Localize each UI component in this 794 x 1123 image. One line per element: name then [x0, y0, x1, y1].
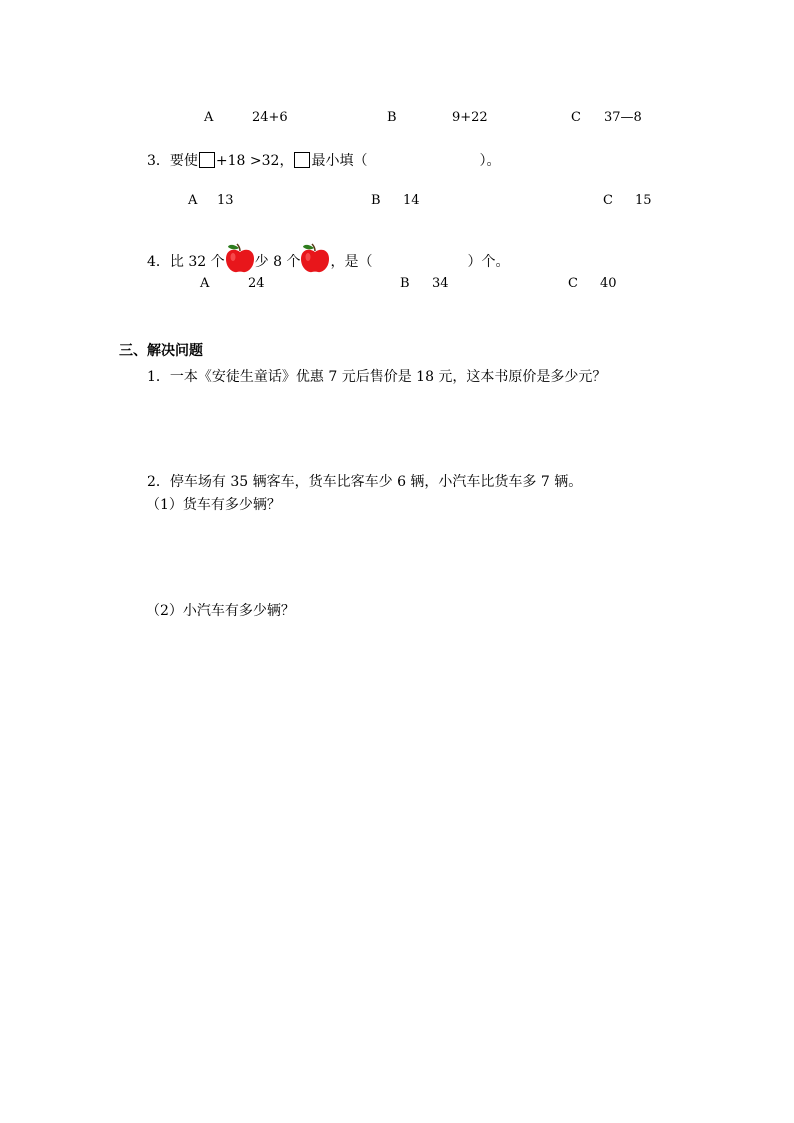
q3-number: 3． — [147, 153, 170, 169]
problem-1: 1．一本《安徒生童话》优惠 7 元后售价是 18 元，这本书原价是多少元？ — [147, 369, 607, 385]
q3-text-part3: 最小填（ — [311, 153, 368, 169]
q4-option-a-label: A — [200, 276, 210, 291]
q4-option-b-value: 34 — [432, 276, 449, 291]
answer-box-icon — [294, 152, 310, 168]
answer-box-icon — [199, 152, 215, 168]
q2-option-a-label: A — [204, 110, 214, 125]
q2-option-c-label: C — [571, 110, 581, 125]
q3-text-part1: 要使 — [169, 153, 198, 169]
problem-2-sub-2: （2）小汽车有多少辆？ — [146, 603, 295, 619]
q3-option-c-label: C — [603, 193, 613, 208]
problem-2: 2．停车场有 35 辆客车，货车比客车少 6 辆，小汽车比货车多 7 辆。 — [147, 474, 583, 490]
q4-option-a-value: 24 — [248, 276, 265, 291]
q4-text-part3: ，是（ — [330, 254, 373, 270]
question-3 — [147, 152, 500, 169]
q4-option-b-label: B — [400, 276, 410, 291]
q2-option-c-value: 37—8 — [604, 110, 642, 125]
q3-option-b-value: 14 — [403, 193, 420, 208]
q2-option-b-value: 9+22 — [452, 110, 488, 125]
q2-option-a-value: 24+6 — [252, 110, 288, 125]
question-4 — [147, 242, 509, 274]
q4-text-part1: 比 32 个 — [169, 254, 225, 270]
q4-option-c-label: C — [568, 276, 578, 291]
problem-2-sub-1: （1）货车有多少辆？ — [146, 497, 281, 513]
q4-text-part2: 少 8 个 — [254, 254, 301, 270]
q4-option-c-value: 40 — [600, 276, 617, 291]
q2-option-b-label: B — [387, 110, 397, 125]
q4-number: 4． — [147, 254, 170, 270]
q4-text-part4: ）个。 — [467, 254, 510, 270]
q3-option-c-value: 15 — [635, 193, 652, 208]
section-heading: 三、解决问题 — [119, 343, 203, 359]
q3-option-a-label: A — [188, 193, 198, 208]
q3-text-part4: ）。 — [479, 153, 501, 169]
apple-icon — [225, 242, 255, 274]
q3-option-b-label: B — [371, 193, 381, 208]
q3-option-a-value: 13 — [217, 193, 234, 208]
apple-icon — [300, 242, 330, 274]
q3-text-part2: +18 >32， — [215, 153, 294, 169]
